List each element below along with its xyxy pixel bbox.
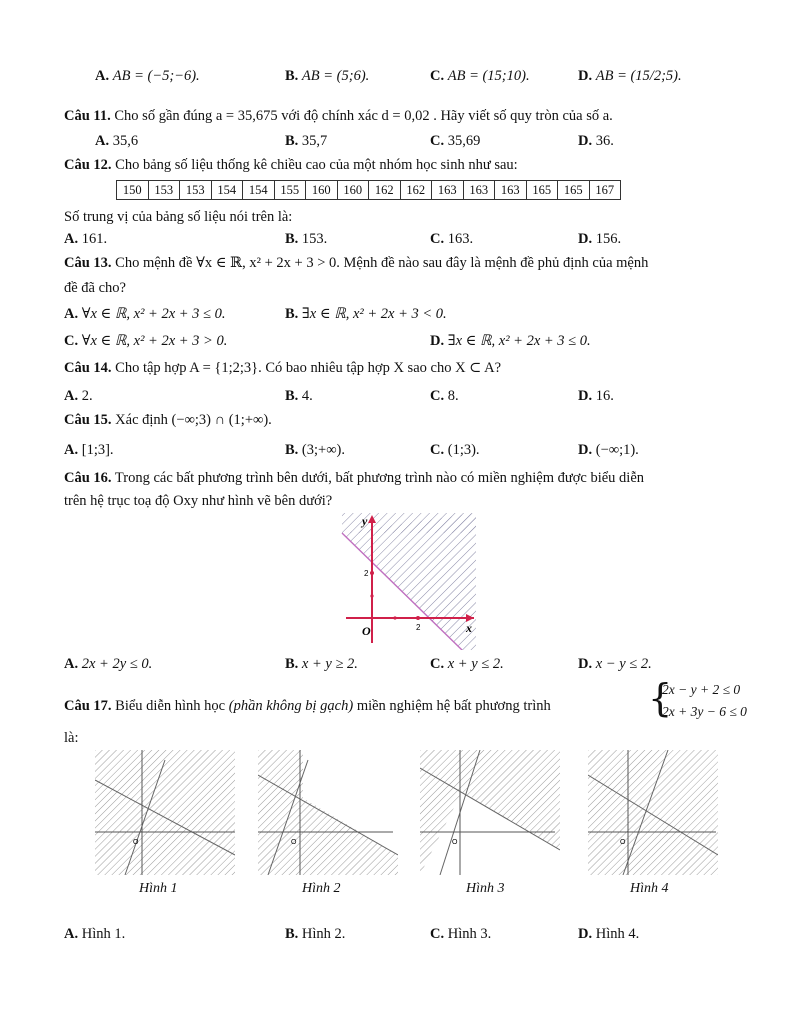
figure-1-caption: Hình 1 [139,881,178,896]
table-cell: 160 [337,181,369,200]
table-cell: 162 [400,181,432,200]
q16-option-a[interactable]: A. 2x + 2y ≤ 0. [64,656,153,672]
q12-option-d[interactable]: D. 156. [578,231,622,247]
q10-option-b[interactable]: B. AB = (5;6). [285,68,370,84]
table-cell: 153 [148,181,180,200]
q15-option-c[interactable]: C. (1;3). [430,442,480,458]
table-cell: 163 [495,181,527,200]
table-cell: 165 [558,181,590,200]
y-tick-2: 2 [364,569,369,578]
system-ineq-2: 2x + 3y − 6 ≤ 0 [662,704,747,719]
figure-3 [420,750,560,875]
q14-option-d[interactable]: D. 16. [578,388,614,404]
q13-option-a[interactable]: A. ∀x ∈ ℝ, x² + 2x + 3 ≤ 0. [64,306,226,322]
q13-option-c[interactable]: C. ∀x ∈ ℝ, x² + 2x + 3 > 0. [64,333,228,349]
table-cell: 150 [117,181,149,200]
table-cell: 154 [243,181,275,200]
table-cell: 165 [526,181,558,200]
table-cell: 154 [211,181,243,200]
figure-4-caption: Hình 4 [630,881,669,896]
q12-option-b[interactable]: B. 153. [285,231,328,247]
table-cell: 167 [589,181,621,200]
x-label: x [466,621,472,635]
q13-option-b[interactable]: B. ∃x ∈ ℝ, x² + 2x + 3 < 0. [285,306,447,322]
table-cell: 163 [432,181,464,200]
q12-option-c[interactable]: C. 163. [430,231,474,247]
figure-1 [95,750,235,875]
figure-2 [258,750,398,875]
q17-option-c[interactable]: C. Hình 3. [430,926,492,942]
question-16: Câu 16. Trong các bất phương trình bên dưới, bất phương trình nào có miền nghiệm được biểu diễn [64,470,645,486]
q11-option-a[interactable]: A. 35,6 [95,133,139,149]
y-label: y [362,514,368,528]
question-14: Câu 14. Cho tập hợp A = {1;2;3}. Có bao nhiêu tập hợp X sao cho X ⊂ A? [64,360,502,376]
q14-option-a[interactable]: A. 2. [64,388,93,404]
question-17: Câu 17. Biểu diễn hình học (phần không bị gạch) miền nghiệm hệ bất phương trình [64,698,551,714]
question-15: Câu 15. Xác định (−∞;3) ∩ (1;+∞). [64,412,272,428]
q16-option-b[interactable]: B. x + y ≥ 2. [285,656,358,672]
origin-label: O [362,624,371,638]
question-13: Câu 13. Cho mệnh đề ∀x ∈ ℝ, x² + 2x + 3 > 0. Mệnh đề nào sau đây là mệnh đề phủ định của mệnh [64,255,649,271]
question-11: Câu 11. Cho số gần đúng a = 35,675 với độ chính xác d = 0,02 . Hãy viết số quy tròn của số a. [64,108,613,124]
q16-subtext: trên hệ trục toạ độ Oxy như hình vẽ bên dưới? [64,493,333,509]
q10-option-d[interactable]: D. AB = (15/2;5). [578,68,682,84]
q15-option-d[interactable]: D. (−∞;1). [578,442,639,458]
q13-subtext: đề đã cho? [64,280,126,296]
q12-subtext: Số trung vị của bảng số liệu nói trên là: [64,209,293,225]
q14-option-c[interactable]: C. 8. [430,388,459,404]
q15-option-a[interactable]: A. [1;3]. [64,442,114,458]
svg-text:O: O [620,839,626,846]
figure-2-caption: Hình 2 [302,881,341,896]
q16-option-c[interactable]: C. x + y ≤ 2. [430,656,504,672]
svg-text:O: O [452,839,458,846]
table-cell: 153 [180,181,212,200]
q17-option-b[interactable]: B. Hình 2. [285,926,346,942]
q17-option-d[interactable]: D. Hình 4. [578,926,640,942]
table-cell: 155 [274,181,306,200]
q17-option-a[interactable]: A. Hình 1. [64,926,126,942]
q15-option-b[interactable]: B. (3;+∞). [285,442,345,458]
table-cell: 160 [306,181,338,200]
x-tick-2: 2 [416,623,421,632]
q14-option-b[interactable]: B. 4. [285,388,313,404]
q12-option-a[interactable]: A. 161. [64,231,108,247]
svg-text:O: O [291,839,297,846]
q10-option-a[interactable]: A. AB = (−5;−6). [95,68,200,84]
q17-subtext: là: [64,730,79,746]
system-ineq-1: 2x − y + 2 ≤ 0 [662,682,741,697]
svg-text:O: O [133,839,139,846]
q11-option-b[interactable]: B. 35,7 [285,133,328,149]
question-12: Câu 12. Cho bảng số liệu thống kê chiều cao của một nhóm học sinh như sau: [64,157,518,173]
q13-option-d[interactable]: D. ∃x ∈ ℝ, x² + 2x + 3 ≤ 0. [430,333,591,349]
q10-option-c[interactable]: C. AB = (15;10). [430,68,530,84]
figure-3-caption: Hình 3 [466,881,505,896]
system-brace: { [648,676,673,720]
table-cell: 162 [369,181,401,200]
q11-option-c[interactable]: C. 35,69 [430,133,481,149]
figure-4 [588,750,718,875]
q16-graph [336,513,476,650]
table-cell: 163 [463,181,495,200]
q16-option-d[interactable]: D. x − y ≤ 2. [578,656,652,672]
q11-option-d[interactable]: D. 36. [578,133,614,149]
height-data-table [116,180,621,200]
